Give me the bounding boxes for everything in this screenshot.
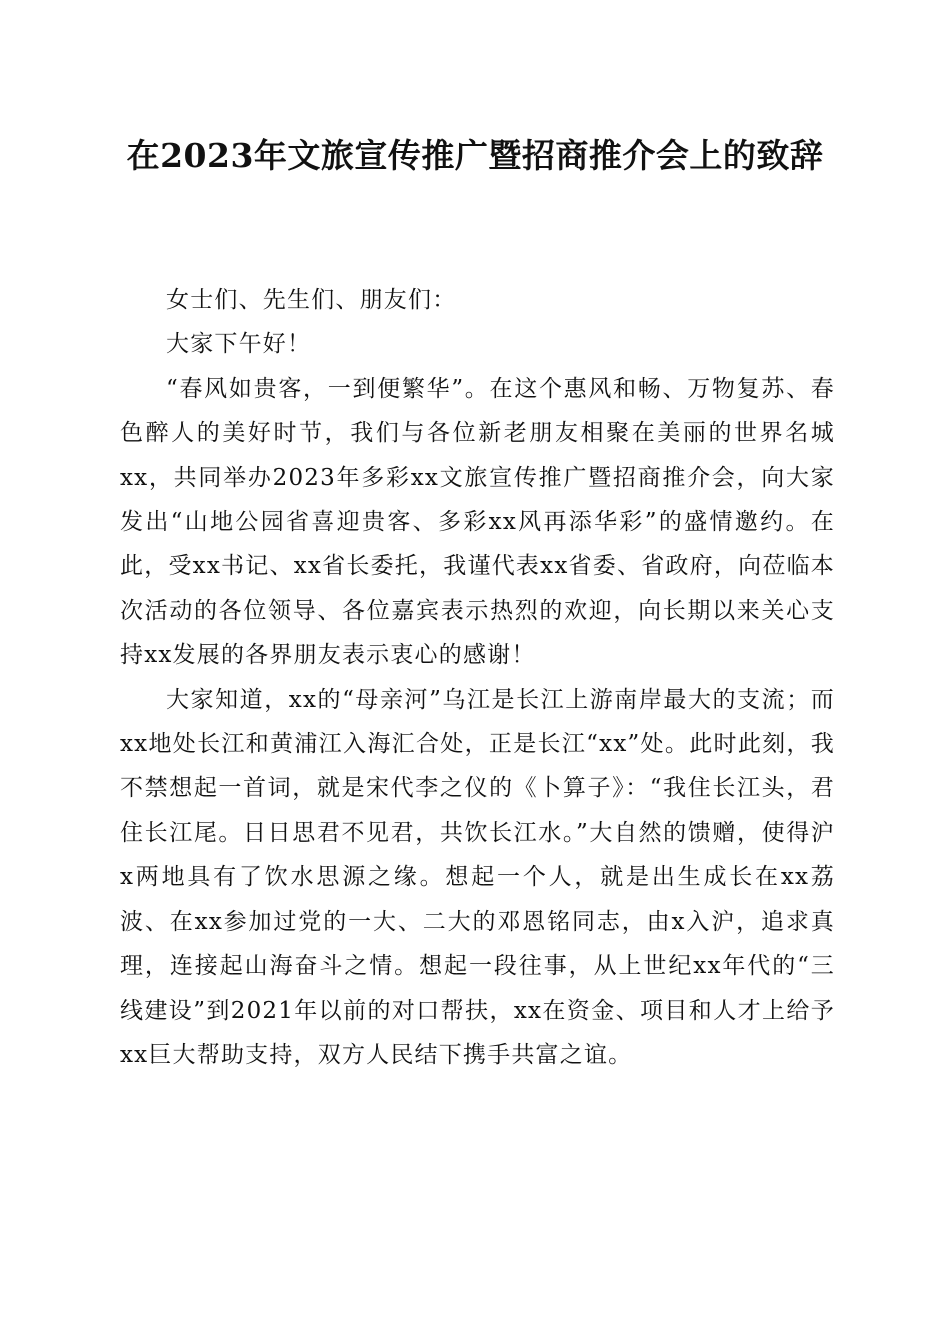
greeting-paragraph: 大家下午好！ [166,331,312,358]
document-body [120,278,835,1077]
body-paragraph: 大家知道，xx的“母亲河”乌江是长江上游南岸最大的支流；而xx地处长江和黄浦江入海汇合处，正是长江“xx”处。此时此刻，我不禁想起一首词，就是宋代李之仪的《卜算子》：“我住长江头，君住长江尾。日日思君不见君，共饮长江水。”大自然的馈赠，使得沪x两地具有了饮水思源之缘。想起一个人，就是出生成长在xx荔波、在xx参加过党的一大、二大的邓恩铭同志，由x入沪，追求真理，连接起山海奋斗之情。想起一段往事，从上世纪xx年代的“三线建设”到2021年以前的对口帮扶，xx在资金、项目和人才上给予xx巨大帮助支持，双方人民结下携手共富之谊。 [120,686,835,1068]
salutation-paragraph: 女士们、先生们、朋友们： [166,287,457,313]
document-title: 在2023年文旅宣传推广暨招商推介会上的致辞 [126,136,824,175]
body-paragraph: “春风如贵客，一到便繁华”。在这个惠风和畅、万物复苏、春色醉人的美好时节，我们与各位新老朋友相聚在美丽的世界名城xx，共同举办2023年多彩xx文旅宣传推广暨招商推介会，向大家发出“山地公园省喜迎贵客、多彩xx风再添华彩”的盛情邀约。在此，受xx书记、xx省长委托，我谨代表xx省委、省政府，向莅临本次活动的各位领导、各位嘉宾表示热烈的欢迎，向长期以来关心支持xx发展的各界朋友表示衷心的感谢！ [120,375,835,669]
